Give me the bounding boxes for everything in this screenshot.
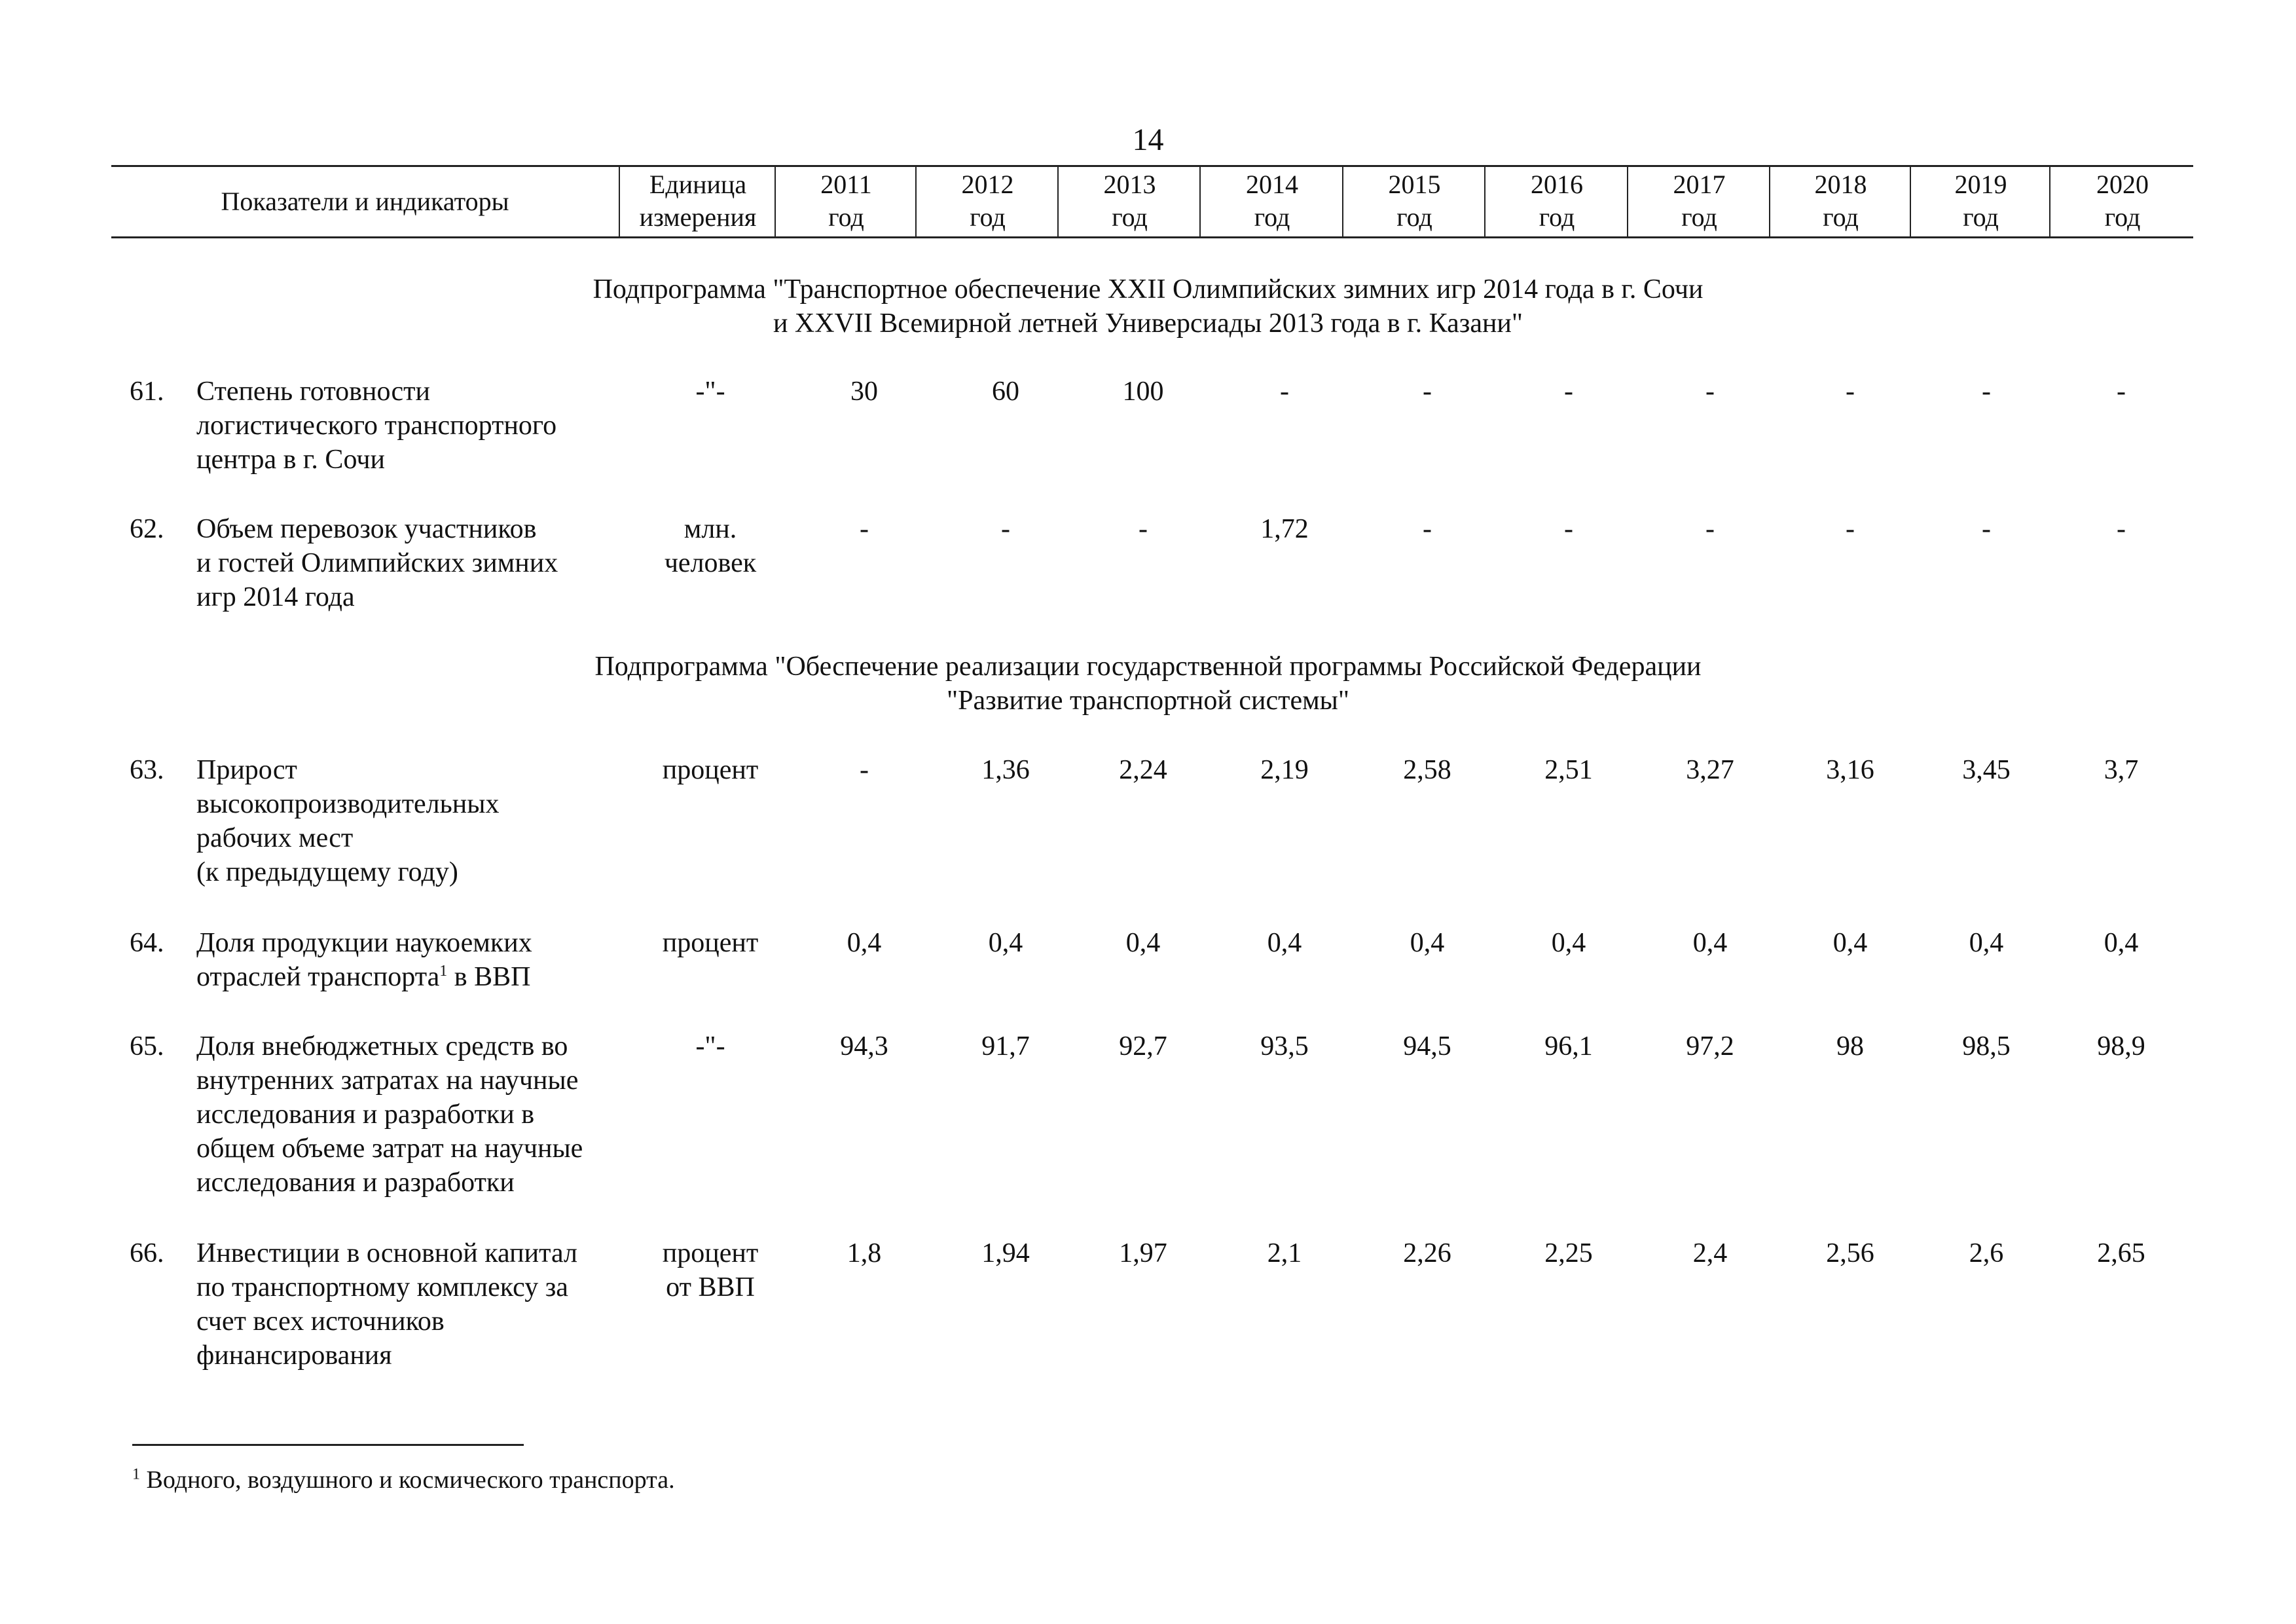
value-2017: 3,27 [1686, 755, 1734, 785]
value-2015: 94,5 [1403, 1031, 1451, 1061]
year-suffix: год [828, 202, 864, 232]
value-2013: 100 [1122, 377, 1164, 407]
indicator-line: (к предыдущему году) [196, 857, 458, 887]
header-year-2018 [1769, 167, 1911, 236]
header-year-2019 [1910, 167, 2050, 236]
value-2019: 3,45 [1962, 755, 2011, 785]
footnote-text: Водного, воздушного и космического транспорта. [146, 1466, 675, 1494]
row-number: 61. [130, 377, 164, 407]
year-suffix: год [2104, 202, 2141, 232]
value-2012: 1,36 [981, 755, 1030, 785]
value-2018: - [1846, 514, 1855, 544]
year-suffix: год [1539, 202, 1575, 232]
value-2011: 30 [850, 377, 878, 407]
value-2013: 0,4 [1125, 928, 1161, 958]
header-unit-line2: измерения [639, 202, 757, 232]
value-2013: 2,24 [1119, 755, 1167, 785]
year-suffix: год [1254, 202, 1290, 232]
value-2016: 0,4 [1551, 928, 1586, 958]
value-2012: 60 [992, 377, 1019, 407]
value-2012: 0,4 [988, 928, 1023, 958]
year-label: 2017 [1673, 170, 1726, 199]
header-unit [619, 167, 776, 236]
value-2015: 2,26 [1403, 1238, 1451, 1268]
year-suffix: год [1396, 202, 1432, 232]
value-2016: 2,25 [1544, 1238, 1593, 1268]
row-indicator [196, 512, 642, 614]
table-header [111, 165, 2193, 238]
row-unit [642, 1236, 779, 1304]
value-2017: - [1705, 514, 1715, 544]
year-suffix: год [1963, 202, 1999, 232]
indicator-line: исследования и разработки [196, 1168, 515, 1198]
year-suffix: год [1681, 202, 1717, 232]
year-suffix: год [1823, 202, 1859, 232]
section-title-line2: "Развитие транспортной системы" [946, 686, 1350, 716]
row-indicator [196, 753, 642, 889]
row-indicator [196, 926, 642, 994]
header-unit-line1: Единица [649, 170, 747, 199]
section-title-line2: и XXVII Всемирной летней Универсиады 2013 года в г. Казани" [773, 308, 1523, 339]
value-2015: - [1423, 514, 1432, 544]
value-2017: 2,4 [1692, 1238, 1728, 1268]
indicator-line [196, 960, 642, 994]
value-2016: 96,1 [1544, 1031, 1593, 1061]
header-year-2012 [915, 167, 1059, 236]
value-2019: - [1982, 514, 1991, 544]
value-2011: 94,3 [840, 1031, 888, 1061]
row-unit [642, 926, 779, 960]
footnote-ref: 1 [439, 963, 448, 980]
value-2020: 2,65 [2097, 1238, 2145, 1268]
row-number: 65. [130, 1031, 164, 1061]
value-2011: - [860, 514, 869, 544]
value-2016: 2,51 [1544, 755, 1593, 785]
value-2020: 3,7 [2104, 755, 2139, 785]
indicator-line: счет всех источников [196, 1306, 445, 1337]
section-title [0, 272, 2296, 341]
year-label: 2018 [1814, 170, 1867, 199]
indicator-line: логистического транспортного [196, 411, 557, 441]
value-2020: - [2117, 514, 2126, 544]
value-2014: 1,72 [1260, 514, 1309, 544]
year-label: 2015 [1388, 170, 1441, 199]
indicator-line: внутренних затратах на научные [196, 1065, 579, 1096]
indicator-line: рабочих мест [196, 823, 354, 853]
year-label: 2011 [820, 170, 872, 199]
header-indicator: Показатели и индикаторы [221, 187, 509, 216]
row-number: 62. [130, 514, 164, 544]
indicator-line: Инвестиции в основной капитал [196, 1238, 577, 1268]
value-2016: - [1564, 514, 1573, 544]
footnote [132, 1464, 675, 1496]
section-title [0, 650, 2296, 718]
row-number: 63. [130, 755, 164, 785]
value-2014: 0,4 [1267, 928, 1302, 958]
indicator-text: отраслей транспорта [196, 962, 440, 992]
year-label: 2014 [1246, 170, 1298, 199]
value-2018: 3,16 [1826, 755, 1874, 785]
value-2015: - [1423, 377, 1432, 407]
value-2014: 2,1 [1267, 1238, 1302, 1268]
value-2013: 92,7 [1119, 1031, 1167, 1061]
unit-line: процент [662, 928, 759, 958]
indicator-line: игр 2014 года [196, 582, 355, 612]
value-2020: - [2117, 377, 2126, 407]
value-2016: - [1564, 377, 1573, 407]
indicator-line: исследования и разработки в [196, 1099, 535, 1130]
value-2011: 1,8 [847, 1238, 882, 1268]
row-number: 66. [130, 1238, 164, 1268]
value-2019: 2,6 [1969, 1238, 2004, 1268]
value-2013: - [1139, 514, 1148, 544]
indicator-line: центра в г. Сочи [196, 445, 385, 475]
value-2012: - [1001, 514, 1010, 544]
value-2012: 1,94 [981, 1238, 1030, 1268]
page-number: 14 [1132, 122, 1164, 157]
row-indicator [196, 1236, 642, 1373]
indicator-line: и гостей Олимпийских зимних [196, 548, 558, 578]
unit-line: процент [662, 1238, 759, 1268]
value-2012: 91,7 [981, 1031, 1030, 1061]
row-indicator [196, 375, 642, 477]
value-2014: 2,19 [1260, 755, 1309, 785]
section-title-line1: Подпрограмма "Транспортное обеспечение XXII Олимпийских зимних игр 2014 года в г. Сочи [592, 274, 1704, 304]
unit-line: от ВВП [666, 1272, 755, 1302]
unit-line: процент [662, 755, 759, 785]
value-2018: - [1846, 377, 1855, 407]
value-2019: - [1982, 377, 1991, 407]
header-year-2011 [774, 167, 917, 236]
value-2018: 2,56 [1826, 1238, 1874, 1268]
row-indicator [196, 1029, 642, 1200]
row-number: 64. [130, 928, 164, 958]
unit-line: -"- [695, 1031, 725, 1061]
value-2014: - [1280, 377, 1289, 407]
value-2015: 0,4 [1410, 928, 1445, 958]
row-unit [642, 753, 779, 787]
value-2011: 0,4 [847, 928, 882, 958]
indicator-line: Доля продукции наукоемких [196, 928, 532, 958]
footnote-divider [132, 1444, 524, 1446]
header-year-2013 [1057, 167, 1201, 236]
value-2017: 0,4 [1692, 928, 1728, 958]
section-title-line1: Подпрограмма "Обеспечение реализации государственной программы Российской Федерации [594, 652, 1702, 682]
value-2020: 98,9 [2097, 1031, 2145, 1061]
header-year-2014 [1199, 167, 1343, 236]
value-2011: - [860, 755, 869, 785]
indicator-line: высокопроизводительных [196, 789, 500, 819]
header-year-2016 [1484, 167, 1628, 236]
year-label: 2012 [961, 170, 1014, 199]
year-suffix: год [1112, 202, 1148, 232]
value-2018: 0,4 [1832, 928, 1868, 958]
value-2018: 98 [1836, 1031, 1864, 1061]
value-2019: 98,5 [1962, 1031, 2011, 1061]
value-2017: 97,2 [1686, 1031, 1734, 1061]
value-2020: 0,4 [2104, 928, 2139, 958]
year-label: 2016 [1531, 170, 1583, 199]
year-label: 2013 [1103, 170, 1156, 199]
value-2019: 0,4 [1969, 928, 2004, 958]
header-year-2017 [1627, 167, 1770, 236]
value-2013: 1,97 [1119, 1238, 1167, 1268]
indicator-line: финансирования [196, 1340, 392, 1371]
row-unit [642, 375, 779, 409]
indicator-line: Доля внебюджетных средств во [196, 1031, 568, 1061]
header-year-2015 [1342, 167, 1485, 236]
row-unit [642, 512, 779, 580]
year-suffix: год [970, 202, 1006, 232]
indicator-line: Прирост [196, 755, 297, 785]
indicator-line: по транспортному комплексу за [196, 1272, 568, 1302]
value-2015: 2,58 [1403, 755, 1451, 785]
value-2014: 93,5 [1260, 1031, 1309, 1061]
unit-line: млн. [683, 514, 737, 544]
unit-line: человек [664, 548, 757, 578]
header-year-2020 [2049, 167, 2195, 236]
indicator-line: общем объеме затрат на научные [196, 1134, 583, 1164]
row-unit [642, 1029, 779, 1063]
year-label: 2019 [1954, 170, 2007, 199]
indicator-text: в ВВП [454, 962, 531, 992]
indicator-line: Объем перевозок участников [196, 514, 537, 544]
indicator-line: Степень готовности [196, 377, 430, 407]
year-label: 2020 [2096, 170, 2149, 199]
unit-line: -"- [695, 377, 725, 407]
value-2017: - [1705, 377, 1715, 407]
footnote-mark: 1 [132, 1466, 140, 1483]
